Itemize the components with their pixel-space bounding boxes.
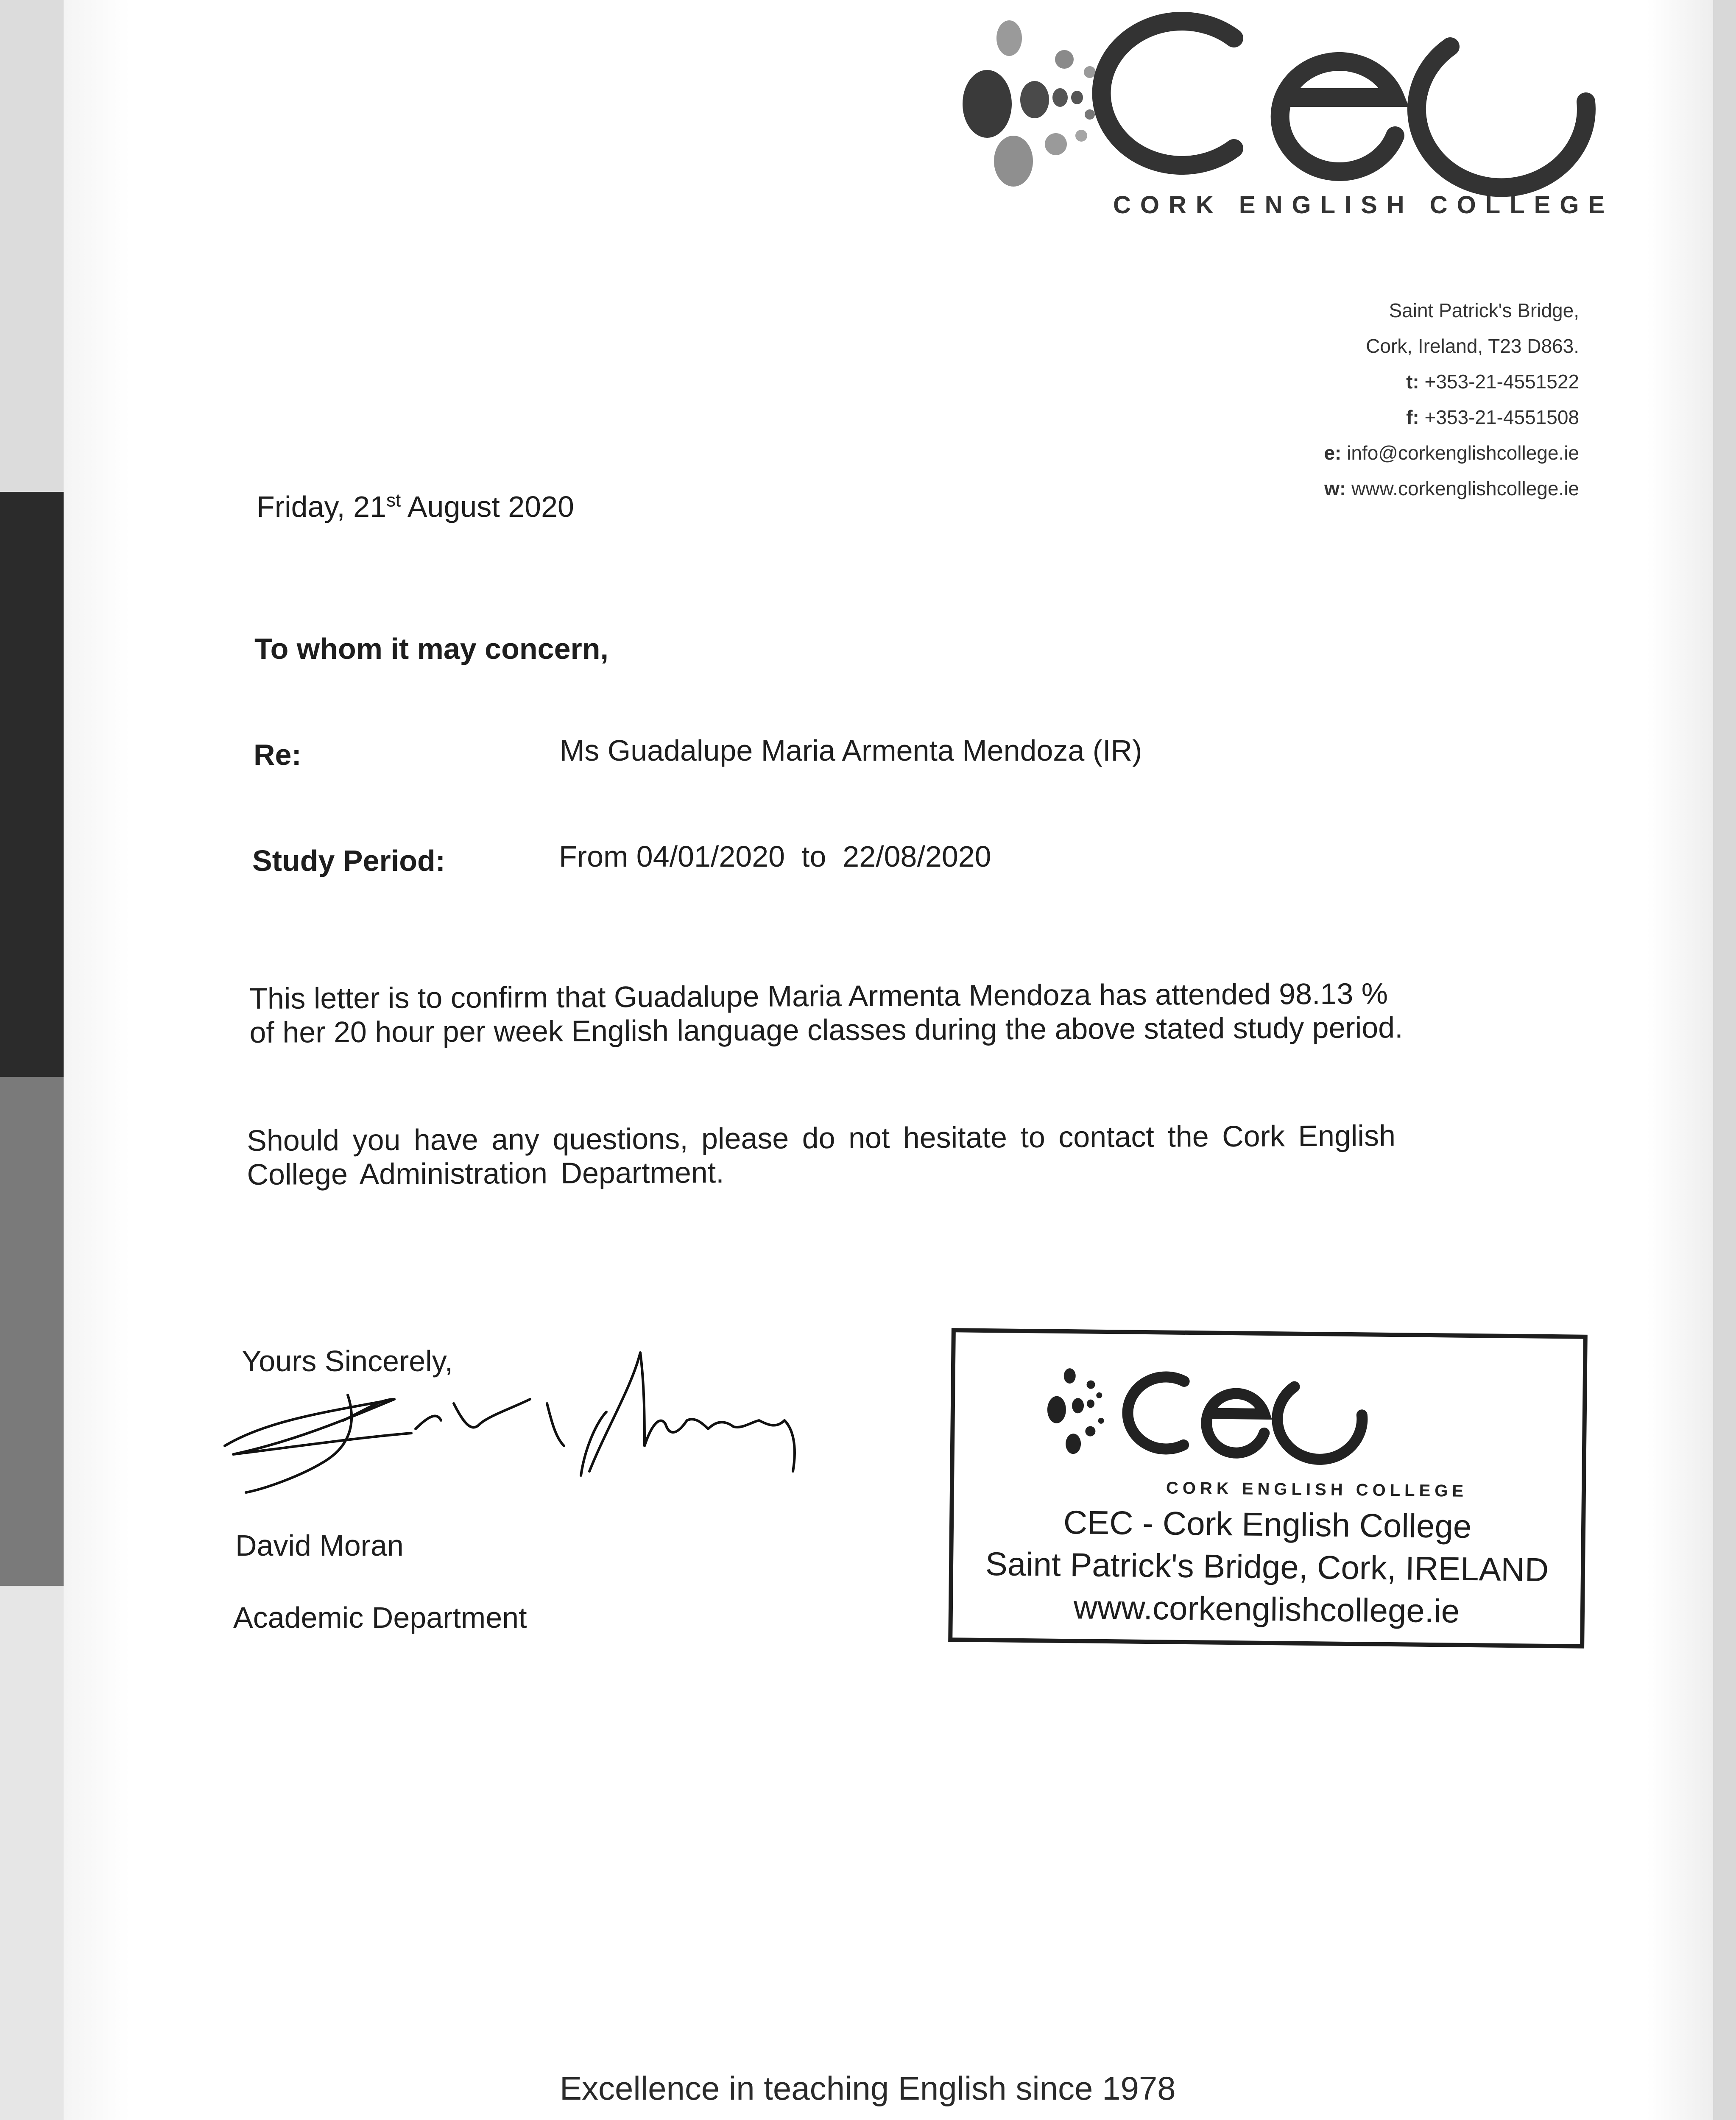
date-ordinal: st [386,490,401,511]
paragraph-1-line-1: This letter is to confirm that Guadalupe Maria Armenta Mendoza has attended 98.13 % [249,977,1388,1015]
signer-department: Academic Department [233,1601,527,1634]
date-month-year: August 2020 [401,490,574,523]
signature [216,1336,831,1514]
web-line [1324,471,1579,506]
footer-tagline: Excellence in teaching English since 1978 [560,2070,1176,2107]
paragraph-1-line-2: of her 20 hour per week English language classes during the above stated study period. [249,1011,1403,1049]
re-label: Re: [254,738,301,771]
salutation: To whom it may concern, [254,632,608,665]
phone-line [1324,364,1579,399]
scan-edge-dark [0,492,64,1077]
stamp-line-3: www.corkenglishcollege.ie [1073,1588,1460,1630]
stamp-college-name: CORK ENGLISH COLLEGE [1166,1478,1468,1501]
scan-edge-mid [0,1077,64,1586]
scan-edge-bottom [0,1586,64,2120]
stamp-logo-graphic [1043,1342,1468,1486]
stamp-line-1: CEC - Cork English College [1063,1503,1472,1545]
signature-graphic [216,1336,831,1514]
scan-edge-right [1713,0,1736,2120]
email-line [1324,435,1579,471]
letter-date [257,490,574,524]
date-day: Friday, 21 [257,490,387,523]
email-label: e: [1324,442,1342,464]
address-line-1: Saint Patrick's Bridge, [1389,299,1579,321]
address-block [1324,293,1579,506]
paragraph-1 [249,976,1403,1049]
re-value: Ms Guadalupe Maria Armenta Mendoza (IR) [560,734,1142,767]
study-period-label: Study Period: [252,844,446,877]
phone-number: +353-21-4551522 [1424,371,1579,393]
address-line-2: Cork, Ireland, T23 D863. [1366,335,1579,357]
fax-label: f: [1406,406,1419,428]
web-link[interactable]: www.corkenglishcollege.ie [1351,477,1579,499]
fax-line [1324,399,1579,435]
college-stamp [948,1328,1588,1649]
paragraph-2-line-2: College Administration Department. [247,1156,724,1191]
phone-label: t: [1406,371,1419,393]
stamp-line-2: Saint Patrick's Bridge, Cork, IRELAND [985,1545,1549,1588]
scan-edge-light [0,0,64,492]
study-period-value: From 04/01/2020 to 22/08/2020 [559,840,991,873]
paragraph-2-line-1: Should you have any questions, please do not hesitate to contact the Cork English [247,1119,1396,1157]
signer-name: David Moran [235,1529,404,1562]
web-label: w: [1324,477,1346,499]
college-name: CORK ENGLISH COLLEGE [1113,191,1614,219]
closing: Yours Sincerely, [242,1345,453,1378]
fax-number: +353-21-4551508 [1424,406,1579,428]
paragraph-2 [247,1119,1395,1191]
email-link[interactable]: info@corkenglishcollege.ie [1347,442,1579,464]
